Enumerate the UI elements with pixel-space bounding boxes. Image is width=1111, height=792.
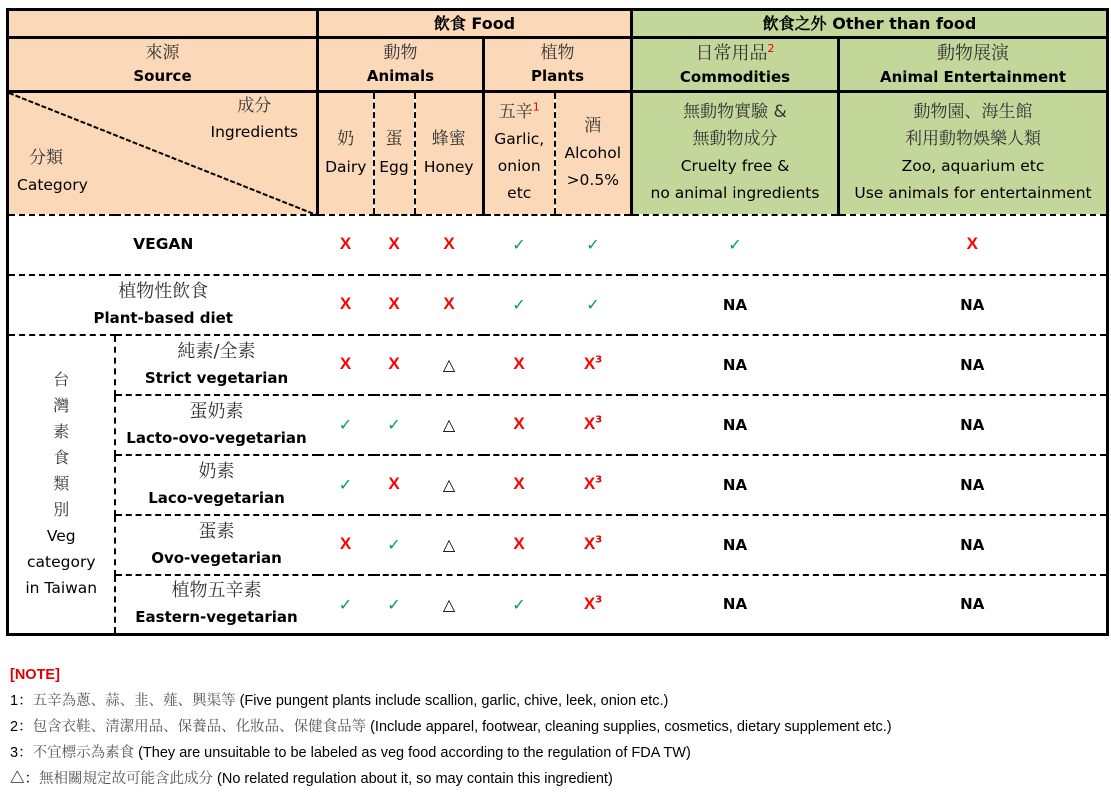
cell-commodities xyxy=(632,395,839,455)
garlic-en-3: etc xyxy=(507,184,532,203)
row-label xyxy=(115,455,318,515)
cell-commodities xyxy=(632,515,839,575)
taiwan-char: 台 xyxy=(53,370,70,390)
x-mark: X xyxy=(339,234,352,254)
na-value: NA xyxy=(722,415,748,434)
cell-alcohol xyxy=(555,455,632,515)
alcohol-zh: 酒 xyxy=(584,115,602,136)
note-item-1 xyxy=(10,688,892,714)
garlic-en-2: onion xyxy=(497,157,541,176)
taiwan-en-line: category xyxy=(26,553,96,572)
col-honey xyxy=(415,92,484,215)
col-garlic xyxy=(484,92,555,215)
row-label-zh: 蛋素 xyxy=(198,520,235,542)
commodities-desc-1: 無動物實驗 & xyxy=(683,102,787,123)
row-label xyxy=(115,335,318,395)
commodities-desc-2: 無動物成分 xyxy=(692,129,778,150)
table-row-ovo-vegetarian xyxy=(8,515,1108,575)
header-blank xyxy=(8,10,318,38)
table-row-eastern-vegetarian xyxy=(8,575,1108,635)
cell-honey xyxy=(415,395,484,455)
na-value: NA xyxy=(960,355,985,374)
dairy-en: Dairy xyxy=(325,158,367,177)
cell-dairy xyxy=(318,515,374,575)
cell-commodities xyxy=(632,215,839,275)
row-label-en: Strict vegetarian xyxy=(144,368,289,387)
commodities-desc-3: Cruelty free & xyxy=(680,157,790,176)
na-value: NA xyxy=(960,295,985,314)
animals-en: Animals xyxy=(366,66,435,85)
x-mark: X xyxy=(339,354,352,374)
cell-entertainment xyxy=(839,515,1108,575)
cell-garlic xyxy=(484,455,555,515)
table-row-plant-based xyxy=(8,275,1108,335)
triangle-icon: △ xyxy=(442,534,456,554)
cell-dairy xyxy=(318,215,374,275)
note-item-3 xyxy=(10,740,892,766)
x-mark: X xyxy=(513,534,525,554)
cell-honey xyxy=(415,335,484,395)
check-icon: ✓ xyxy=(586,294,600,314)
source-en: Source xyxy=(133,66,192,85)
animals-header xyxy=(318,38,484,92)
cell-dairy xyxy=(318,335,374,395)
note-en: (Include apparel, footwear, cleaning supplies, cosmetics, dietary supplement etc.) xyxy=(366,719,892,735)
row-label-en: Eastern-vegetarian xyxy=(135,608,298,627)
cell-alcohol xyxy=(555,215,632,275)
x-mark: X xyxy=(388,294,400,314)
row-label-zh: 植物性飲食 xyxy=(118,280,209,302)
cell-garlic xyxy=(484,515,555,575)
footnote-3-marker: 3 xyxy=(595,594,603,606)
cell-commodities xyxy=(632,455,839,515)
table-row-lacto-ovo-vegetarian xyxy=(8,395,1108,455)
cell-alcohol xyxy=(555,575,632,635)
row-label xyxy=(8,275,318,335)
cell-garlic xyxy=(484,335,555,395)
taiwan-char: 素 xyxy=(53,422,70,442)
entertainment-desc-2: 利用動物娛樂人類 xyxy=(905,129,1041,150)
x-mark: X xyxy=(513,354,525,374)
na-value: NA xyxy=(960,475,985,494)
x-mark: X xyxy=(388,354,400,374)
na-value: NA xyxy=(722,535,748,554)
note-item-triangle xyxy=(10,766,892,792)
footnote-1-marker: 1 xyxy=(532,100,540,114)
egg-zh: 蛋 xyxy=(385,129,403,150)
cell-entertainment xyxy=(839,395,1108,455)
table-row-strict-vegetarian xyxy=(8,335,1108,395)
col-dairy xyxy=(318,92,374,215)
note-marker: △： xyxy=(10,771,39,787)
commodities-en: Commodities xyxy=(679,67,791,86)
na-value: NA xyxy=(722,295,748,314)
col-alcohol xyxy=(555,92,632,215)
x-mark: X xyxy=(443,234,455,254)
row-label-zh: 奶素 xyxy=(198,460,235,482)
ingredients-en: Ingredients xyxy=(210,123,298,141)
cell-garlic xyxy=(484,575,555,635)
cell-alcohol xyxy=(555,395,632,455)
x-mark: X xyxy=(339,294,352,314)
row-label-en: Laco-vegetarian xyxy=(148,488,285,507)
col-egg xyxy=(374,92,415,215)
check-icon: ✓ xyxy=(338,594,353,614)
cell-dairy xyxy=(318,575,374,635)
taiwan-en-line: in Taiwan xyxy=(25,579,98,598)
check-icon: ✓ xyxy=(586,234,600,254)
row-label-zh: 純素/全素 xyxy=(177,340,256,362)
plants-header xyxy=(484,38,632,92)
cell-entertainment xyxy=(839,215,1108,275)
taiwan-char: 食 xyxy=(53,448,70,468)
alcohol-en-2: >0.5% xyxy=(566,170,619,189)
check-icon: ✓ xyxy=(387,594,401,614)
row-label-zh: 植物五辛素 xyxy=(171,580,262,602)
na-value: NA xyxy=(722,475,748,494)
x-mark: X xyxy=(513,414,525,434)
cell-egg xyxy=(374,575,415,635)
check-icon: ✓ xyxy=(512,594,526,614)
entertainment-en: Animal Entertainment xyxy=(880,67,1066,86)
row-label xyxy=(115,395,318,455)
cell-egg xyxy=(374,215,415,275)
cell-honey xyxy=(415,515,484,575)
row-label xyxy=(115,515,318,575)
check-icon: ✓ xyxy=(728,234,742,254)
cell-egg xyxy=(374,515,415,575)
cell-alcohol xyxy=(555,515,632,575)
na-value: NA xyxy=(960,415,985,434)
x-mark: X xyxy=(443,294,455,314)
commodities-zh: 日常用品 xyxy=(695,42,768,64)
note-marker: 1： xyxy=(10,693,33,709)
cell-honey xyxy=(415,455,484,515)
cell-egg xyxy=(374,395,415,455)
row-label-en: Ovo-vegetarian xyxy=(151,548,282,567)
cell-entertainment xyxy=(839,575,1108,635)
x-mark: X xyxy=(583,534,596,554)
cell-egg xyxy=(374,455,415,515)
category-en: Category xyxy=(17,176,88,194)
cell-garlic xyxy=(484,275,555,335)
animals-zh: 動物 xyxy=(383,43,418,64)
category-zh: 分類 xyxy=(29,148,63,168)
cell-honey xyxy=(415,575,484,635)
entertainment-header xyxy=(839,38,1108,92)
taiwan-char: 別 xyxy=(53,500,70,520)
row-label xyxy=(115,575,318,635)
triangle-icon: △ xyxy=(442,354,456,374)
cell-dairy xyxy=(318,455,374,515)
food-group-header: 飲食 Food xyxy=(318,10,632,38)
note-en: (Five pungent plants include scallion, garlic, chive, leek, onion etc.) xyxy=(235,693,669,709)
footnote-3-marker: 3 xyxy=(595,354,603,366)
cell-entertainment xyxy=(839,275,1108,335)
na-value: NA xyxy=(960,595,985,614)
garlic-zh: 五辛 xyxy=(498,102,533,123)
cell-entertainment xyxy=(839,335,1108,395)
notes-section xyxy=(10,662,892,792)
check-icon: ✓ xyxy=(387,534,401,554)
note-zh: 不宜標示為素食 xyxy=(32,745,135,761)
plants-en: Plants xyxy=(530,66,585,85)
honey-en: Honey xyxy=(423,158,474,177)
note-zh: 無相關規定故可能含此成分 xyxy=(39,771,213,787)
col-commodities-desc xyxy=(632,92,839,215)
source-zh: 來源 xyxy=(145,43,180,64)
row-label-zh: 蛋奶素 xyxy=(189,400,244,422)
x-mark: X xyxy=(339,534,352,554)
commodities-header xyxy=(632,38,839,92)
garlic-en-1: Garlic, xyxy=(494,130,545,149)
egg-en: Egg xyxy=(379,158,409,177)
note-zh: 五辛為蔥、蒜、韭、薤、興渠等 xyxy=(32,693,236,709)
x-mark: X xyxy=(583,414,596,434)
x-mark: X xyxy=(388,474,400,494)
x-mark: X xyxy=(966,234,978,254)
row-label-en: Lacto-ovo-vegetarian xyxy=(126,428,307,447)
cell-egg xyxy=(374,275,415,335)
cell-alcohol xyxy=(555,275,632,335)
entertainment-desc-1: 動物園、海生館 xyxy=(913,102,1033,123)
notes-title: [NOTE] xyxy=(10,667,60,683)
note-marker: 2： xyxy=(10,719,33,735)
col-entertainment-desc xyxy=(839,92,1108,215)
note-en: (They are unsuitable to be labeled as veg food according to the regulation of FDA TW) xyxy=(134,745,691,761)
note-marker: 3： xyxy=(10,745,33,761)
honey-zh: 蜂蜜 xyxy=(431,129,466,150)
cell-entertainment xyxy=(839,455,1108,515)
table-row-vegan xyxy=(8,215,1108,275)
x-mark: X xyxy=(388,234,400,254)
cell-commodities xyxy=(632,575,839,635)
check-icon: ✓ xyxy=(338,474,353,494)
na-value: NA xyxy=(722,355,748,374)
category-ingredients-corner xyxy=(8,92,318,215)
triangle-icon: △ xyxy=(442,414,456,434)
alcohol-en-1: Alcohol xyxy=(564,143,622,162)
plants-zh: 植物 xyxy=(540,43,575,64)
entertainment-desc-4: Use animals for entertainment xyxy=(854,184,1092,203)
x-mark: X xyxy=(583,354,596,374)
cell-garlic xyxy=(484,395,555,455)
cell-egg xyxy=(374,335,415,395)
footnote-3-marker: 3 xyxy=(595,534,603,546)
triangle-icon: △ xyxy=(442,474,456,494)
check-icon: ✓ xyxy=(338,414,353,434)
cell-commodities xyxy=(632,335,839,395)
x-mark: X xyxy=(583,474,596,494)
na-value: NA xyxy=(722,595,748,614)
cell-commodities xyxy=(632,275,839,335)
note-zh: 包含衣鞋、清潔用品、保養品、化妝品、保健食品等 xyxy=(32,719,367,735)
note-item-2 xyxy=(10,714,892,740)
source-header xyxy=(8,38,318,92)
cell-honey xyxy=(415,215,484,275)
na-value: NA xyxy=(960,535,985,554)
entertainment-zh: 動物展演 xyxy=(937,42,1009,64)
cell-dairy xyxy=(318,275,374,335)
triangle-icon: △ xyxy=(442,594,456,614)
taiwan-group-label xyxy=(8,335,115,635)
cell-dairy xyxy=(318,395,374,455)
row-label-en: Plant-based diet xyxy=(93,308,233,327)
taiwan-en-line: Veg xyxy=(46,527,76,546)
check-icon: ✓ xyxy=(387,414,401,434)
row-label xyxy=(8,215,318,275)
other-group-header: 飲食之外 Other than food xyxy=(632,10,1108,38)
entertainment-desc-3: Zoo, aquarium etc xyxy=(901,157,1045,176)
footnote-2-marker: 2 xyxy=(767,41,775,55)
taiwan-char: 灣 xyxy=(53,396,70,416)
taiwan-char: 類 xyxy=(53,474,70,494)
ingredients-zh: 成分 xyxy=(237,96,272,116)
table-row-laco-vegetarian xyxy=(8,455,1108,515)
cell-alcohol xyxy=(555,335,632,395)
dairy-zh: 奶 xyxy=(337,129,355,150)
footnote-3-marker: 3 xyxy=(595,414,603,426)
commodities-desc-4: no animal ingredients xyxy=(650,184,820,203)
cell-honey xyxy=(415,275,484,335)
row-label-en: VEGAN xyxy=(133,235,194,254)
x-mark: X xyxy=(513,474,525,494)
check-icon: ✓ xyxy=(512,234,526,254)
cell-garlic xyxy=(484,215,555,275)
footnote-3-marker: 3 xyxy=(595,474,603,486)
note-en: (No related regulation about it, so may contain this ingredient) xyxy=(213,771,613,787)
check-icon: ✓ xyxy=(512,294,526,314)
veg-category-table xyxy=(6,8,1106,633)
x-mark: X xyxy=(583,593,596,613)
